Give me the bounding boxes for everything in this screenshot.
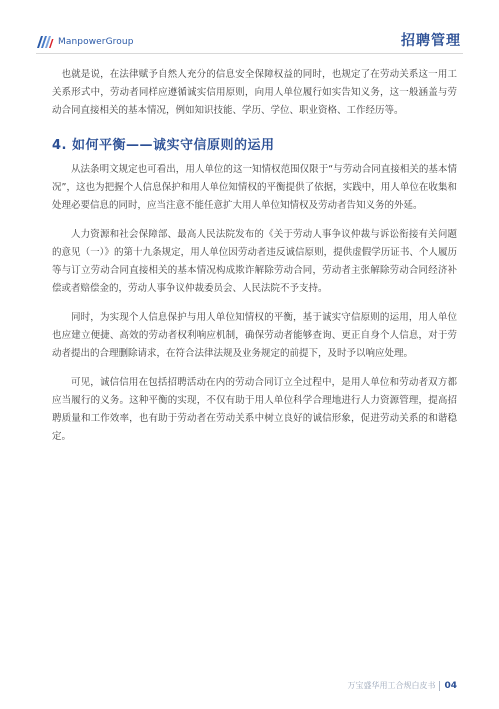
- page-footer: [347, 680, 457, 691]
- body-paragraph: 从法条明文规定也可看出，用人单位的这一知情权范围仅限于“与劳动合同直接相关的基本情况”，这也为把握个人信息保护和用人单位知情权的平衡提供了依据，实践中，用人单位在收集和处理必要信息的同时，应当注意不能任意扩大用人单位知情权及劳动者告知义务的外延。: [52, 164, 457, 211]
- section-heading: 4. 如何平衡——诚实守信原则的运用: [52, 138, 275, 153]
- body-paragraph-intro: 也就是说，在法律赋予自然人充分的信息安全保障权益的同时，也规定了在劳动关系这一用工关系形式中，劳动者同样应遵循诚实信用原则，向用人单位履行如实告知义务，这一般涵盖与劳动合同直接相关的基本情况，例如知识技能、学历、学位、职业资格、工作经历等。: [52, 69, 457, 116]
- publication-title: 万宝盛华用工合规白皮书: [347, 681, 436, 690]
- page-header: [0, 0, 499, 60]
- body-paragraph: 可见，诚信信用在包括招聘活动在内的劳动合同订立全过程中，是用人单位和劳动者双方都应当履行的义务。这种平衡的实现，不仅有助于用人单位科学合理地进行人力资源管理，提高招聘质量和工作效率，也有助于劳动者在劳动关系中树立良好的诚信形象，促进劳动关系的和谐稳定。: [52, 377, 457, 442]
- manpowergroup-logo: [36, 34, 134, 50]
- section-title: 招聘管理: [401, 33, 461, 49]
- document-body: [52, 66, 457, 457]
- logo-text: ManpowerGroup: [58, 37, 134, 47]
- body-paragraph: 同时，为实现个人信息保护与用人单位知情权的平衡，基于诚实守信原则的运用，用人单位也应建立便捷、高效的劳动者权利响应机制，确保劳动者能够查询、更正自身个人信息，对于劳动者提出的合理删除请求，在符合法律法规及业务规定的前提下，及时予以响应处理。: [52, 312, 457, 359]
- body-paragraph: 人力资源和社会保障部、最高人民法院发布的《关于劳动人事争议仲裁与诉讼衔接有关问题的意见（一）》的第十九条规定，用人单位因劳动者违反诚信原则，提供虚假学历证书、个人履历等与订立劳动合同直接相关的基本情况构成欺诈解除劳动合同，劳动者主张解除劳动合同经济补偿或者赔偿金的，劳动人事争议仲裁委员会、人民法院不予支持。: [52, 229, 457, 294]
- header-divider: [36, 53, 463, 54]
- page-number: 04: [444, 680, 457, 691]
- manpowergroup-logo-icon: [36, 35, 54, 49]
- footer-divider: [439, 681, 440, 691]
